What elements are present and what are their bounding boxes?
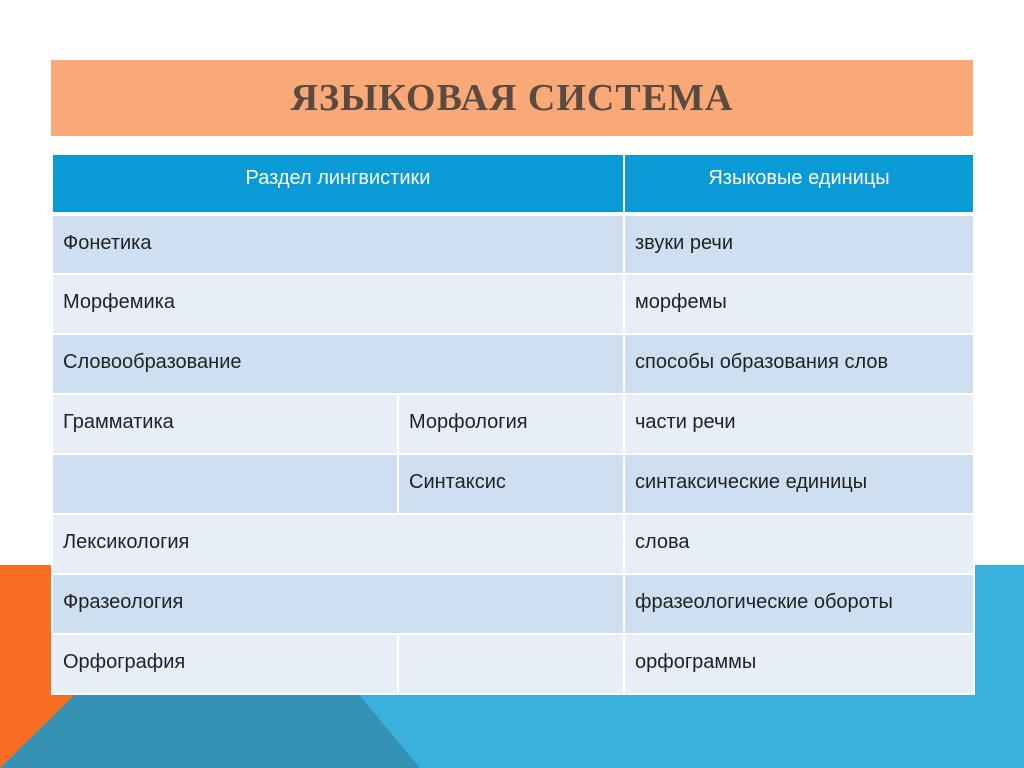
slide-title: ЯЗЫКОВАЯ СИСТЕМА xyxy=(290,77,734,119)
table-row xyxy=(52,574,974,634)
table-row xyxy=(52,214,974,274)
cell-units: фразеологические обороты xyxy=(624,574,974,634)
cell-section: Лексикология xyxy=(52,514,624,574)
table-row xyxy=(52,274,974,334)
table-row xyxy=(52,454,974,514)
title-bar xyxy=(51,60,973,136)
language-system-table xyxy=(51,153,975,695)
cell-units: слова xyxy=(624,514,974,574)
cell-units: части речи xyxy=(624,394,974,454)
cell-section xyxy=(52,454,398,514)
table-row xyxy=(52,514,974,574)
cell-units: орфограммы xyxy=(624,634,974,694)
cell-units: способы образования слов xyxy=(624,334,974,394)
table-row xyxy=(52,634,974,694)
cell-subsection: Морфология xyxy=(398,394,624,454)
cell-subsection: Синтаксис xyxy=(398,454,624,514)
cell-section: Фразеология xyxy=(52,574,624,634)
table-row xyxy=(52,334,974,394)
cell-section: Грамматика xyxy=(52,394,398,454)
cell-section: Словообразование xyxy=(52,334,624,394)
table-header-row xyxy=(52,154,974,214)
header-units: Языковые единицы xyxy=(624,154,974,214)
cell-units: морфемы xyxy=(624,274,974,334)
cell-subsection xyxy=(398,634,624,694)
table-row xyxy=(52,394,974,454)
cell-section: Морфемика xyxy=(52,274,624,334)
cell-units: синтаксические единицы xyxy=(624,454,974,514)
cell-section: Фонетика xyxy=(52,214,624,274)
cell-section: Орфография xyxy=(52,634,398,694)
header-section: Раздел лингвистики xyxy=(52,154,624,214)
cell-units: звуки речи xyxy=(624,214,974,274)
